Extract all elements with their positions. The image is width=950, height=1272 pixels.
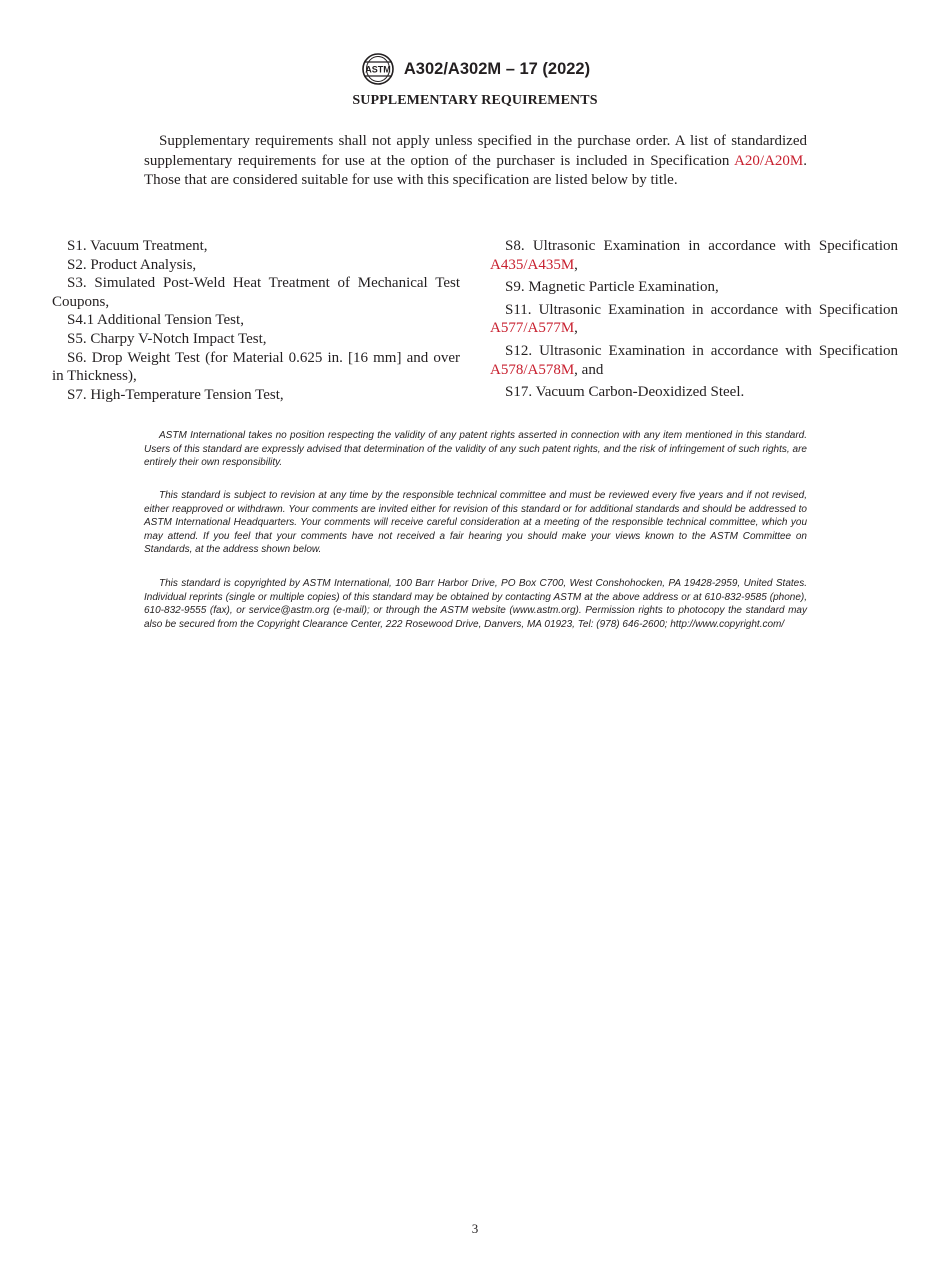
requirements-left-column (52, 237, 460, 404)
intro-text-after: . Those that are considered suitable for use with this specification are listed below by title. (144, 152, 807, 188)
requirement-s3: S3. Simulated Post-Weld Heat Treatment of Mechanical Test Coupons, (52, 275, 460, 310)
requirement-s6: S6. Drop Weight Test (for Material 0.625 in. [16 mm] and over in Thickness), (52, 349, 460, 385)
requirement-s12-suffix: , and (574, 361, 604, 378)
standard-designation: A302/A302M – 17 (2022) (403, 59, 591, 78)
requirement-s1: S1. Vacuum Treatment, (67, 238, 208, 254)
link-a577[interactable]: A577/A577M (490, 320, 575, 337)
requirements-right-column (490, 237, 898, 406)
astm-logo-icon (360, 52, 396, 86)
requirement-s4-1: S4.1 Additional Tension Test, (67, 312, 244, 329)
requirement-s11-suffix: , (574, 320, 578, 337)
link-a578[interactable]: A578/A578M (490, 361, 575, 378)
link-a20[interactable]: A20/A20M (734, 152, 804, 169)
requirement-s11-text: S11. Ultrasonic Examination in accordance with Specification (505, 301, 898, 318)
requirement-s7: S7. High-Temperature Tension Test, (67, 386, 284, 403)
requirement-s2: S2. Product Analysis, (67, 256, 197, 273)
section-title: SUPPLEMENTARY REQUIREMENTS (352, 93, 598, 108)
revision-notice: This standard is subject to revision at any time by the responsible technical committee and must be reviewed every five years and if not revised, either reapproved or withdrawn. Your comments are invited either for revision of this standard or for additional standards and should be addressed to ASTM International Headquarters. Your comments will receive careful consideration at a meeting of the responsible technical committee, which you may attend. If you feel that your comments have not received a fair hearing you should make your views known to the ASTM Committee on Standards, at the address shown below. (144, 490, 807, 556)
requirement-s8 (490, 237, 898, 274)
requirement-s8-suffix: , (574, 256, 578, 273)
requirement-s12 (490, 342, 898, 379)
intro-text-before: Supplementary requirements shall not apply unless specified in the purchase order. A list of standardized supplementary requirements for use at the option of the purchaser is included in Specification (144, 133, 807, 169)
patent-notice: ASTM International takes no position respecting the validity of any patent rights asserted in connection with any item mentioned in this standard. Users of this standard are expressly advised that determination of the validity of any such patent rights, and the risk of infringement of such rights, are entirely their own responsibility. (144, 430, 807, 469)
requirement-s12-text: S12. Ultrasonic Examination in accordance with Specification (505, 342, 898, 359)
copyright-notice: This standard is copyrighted by ASTM International, 100 Barr Harbor Drive, PO Box C700, West Conshohocken, PA 19428-2959, United States. Individual reprints (single or multiple copies) of this standard may be obtained by contacting ASTM at the above address or at 610-832-9585 (phone), 610-832-9555 (fax), or service@astm.org (e-mail); or through the ASTM website (www.astm.org). Permission rights to photocopy the standard may also be secured from the Copyright Clearance Center, 222 Rosewood Drive, Danvers, MA 01923, Tel: (978) 646-2600; http://www.copyright.com/ (144, 578, 807, 630)
intro-paragraph (144, 132, 807, 191)
document-header (0, 52, 950, 86)
requirement-s8-text: S8. Ultrasonic Examination in accordance with Specification (505, 238, 898, 254)
requirement-s17: S17. Vacuum Carbon-Deoxidized Steel. (505, 384, 745, 401)
link-a435[interactable]: A435/A435M (490, 256, 575, 273)
requirement-s5: S5. Charpy V-Notch Impact Test, (67, 330, 267, 347)
page-number: 3 (471, 1221, 479, 1236)
requirement-s9: S9. Magnetic Particle Examination, (505, 279, 719, 296)
logo-lettering: ASTM (365, 64, 391, 75)
requirement-s11 (490, 301, 898, 338)
